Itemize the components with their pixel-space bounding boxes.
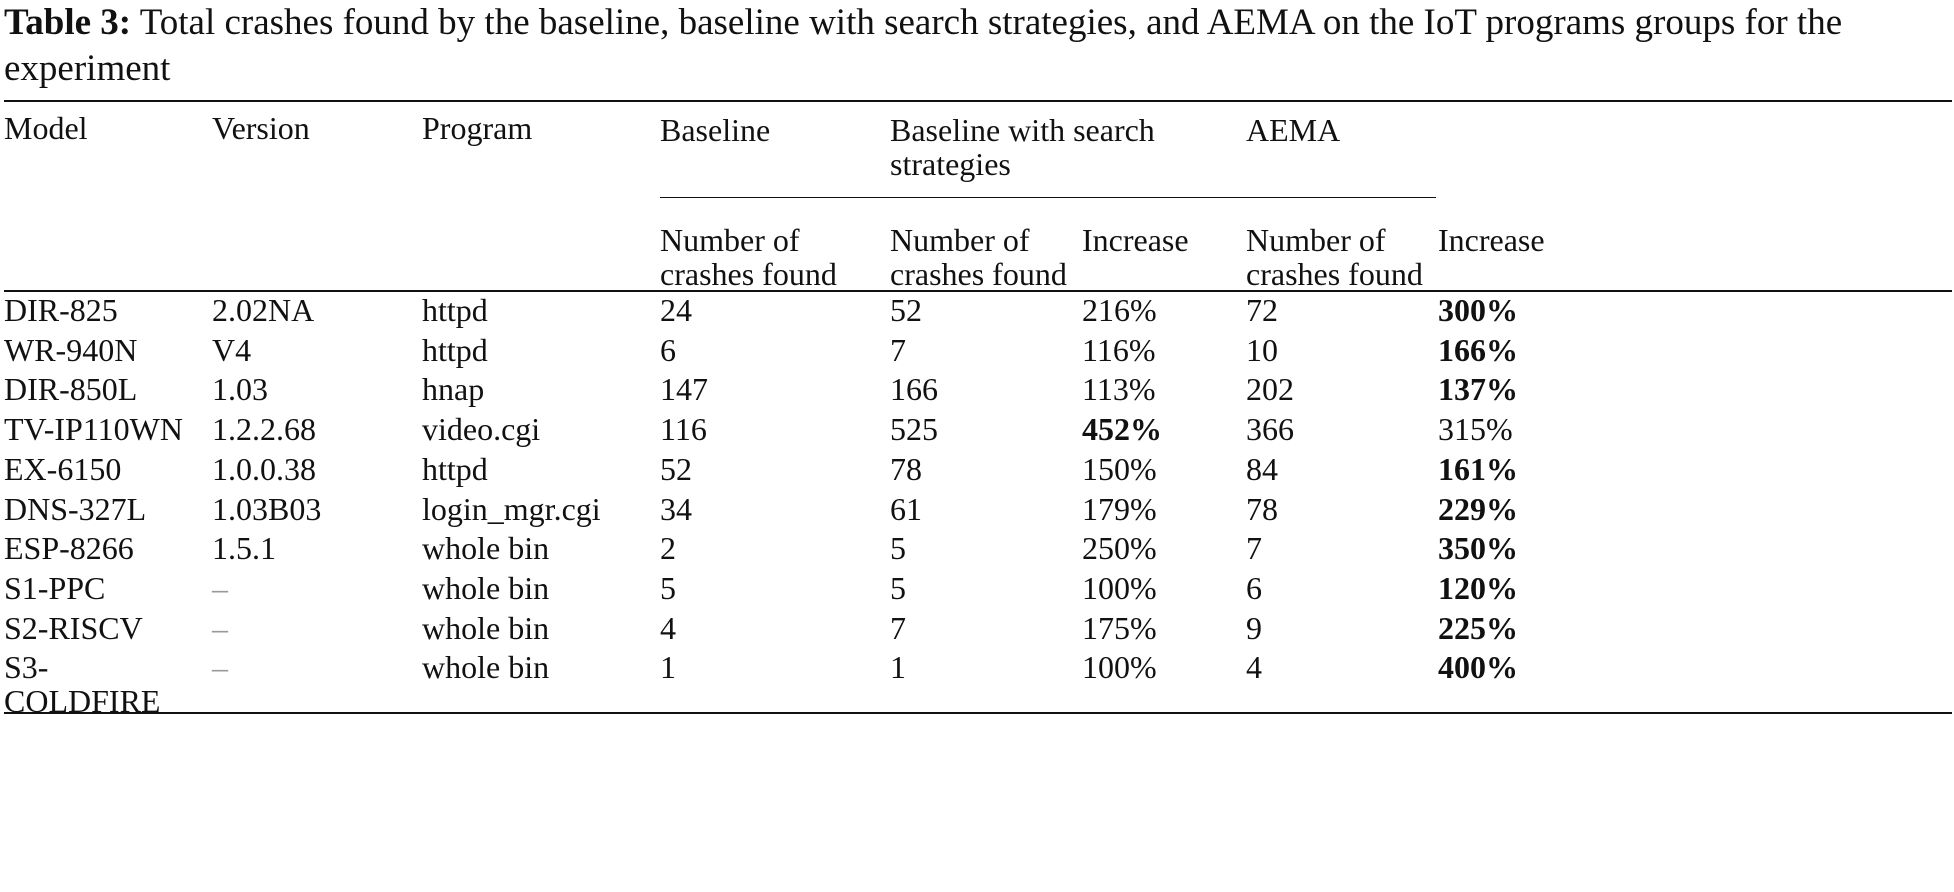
cell-program: whole bin [422, 570, 550, 606]
cell-aema-increase: 161% [1438, 451, 1518, 487]
header-version: Version [212, 110, 310, 146]
subheader-aema-increase: Increase [1438, 222, 1545, 258]
cell-bs-crashes: 5 [890, 530, 906, 566]
cell-aema-crashes: 7 [1246, 530, 1262, 566]
cell-baseline-crashes: 24 [660, 292, 692, 328]
cell-version: – [212, 570, 228, 606]
cell-model: DIR-850L [4, 371, 138, 407]
caption-label: Table 3: [4, 2, 132, 43]
cell-aema-crashes: 6 [1246, 570, 1262, 606]
cell-bs-crashes: 1 [890, 649, 906, 685]
cell-bs-increase: 100% [1082, 649, 1157, 685]
cell-bs-crashes: 7 [890, 332, 906, 368]
cell-bs-crashes: 5 [890, 570, 906, 606]
subheader-baseline-crashes-line1: Number of [660, 222, 800, 258]
cell-aema-increase: 300% [1438, 292, 1518, 328]
top-rule [4, 100, 1952, 102]
header-baseline-search-line2: strategies [890, 146, 1011, 182]
cell-aema-crashes: 78 [1246, 491, 1278, 527]
cell-baseline-crashes: 34 [660, 491, 692, 527]
cell-version: 1.0.0.38 [212, 451, 316, 487]
subheader-bs-crashes-line1: Number of [890, 222, 1030, 258]
cell-program: httpd [422, 292, 488, 328]
cell-aema-increase: 166% [1438, 332, 1518, 368]
cell-version: – [212, 610, 228, 646]
header-baseline-search-line1: Baseline with search [890, 112, 1155, 148]
cell-model: S2-RISCV [4, 610, 143, 646]
cell-model: S1-PPC [4, 570, 106, 606]
cell-aema-crashes: 9 [1246, 610, 1262, 646]
cell-baseline-crashes: 1 [660, 649, 676, 685]
cell-version: 1.2.2.68 [212, 411, 316, 447]
cell-aema-increase: 225% [1438, 610, 1518, 646]
cell-program: login_mgr.cgi [422, 491, 601, 527]
cell-model: DIR-825 [4, 292, 118, 328]
subheader-aema-crashes-line1: Number of [1246, 222, 1386, 258]
cell-bs-increase: 113% [1082, 371, 1156, 407]
cell-program: httpd [422, 332, 488, 368]
cell-aema-crashes: 10 [1246, 332, 1278, 368]
cell-program: video.cgi [422, 411, 541, 447]
cell-version: – [212, 649, 228, 685]
subheader-bs-crashes-line2: crashes found [890, 256, 1067, 292]
group-rule [660, 197, 1436, 198]
cell-bs-crashes: 166 [890, 371, 938, 407]
cell-aema-crashes: 202 [1246, 371, 1294, 407]
cell-program: whole bin [422, 610, 550, 646]
cell-version: 1.03B03 [212, 491, 322, 527]
cell-bs-crashes: 61 [890, 491, 922, 527]
cell-baseline-crashes: 5 [660, 570, 676, 606]
cell-program: httpd [422, 451, 488, 487]
header-aema: AEMA [1246, 112, 1341, 148]
cell-program: whole bin [422, 530, 550, 566]
cell-aema-increase: 120% [1438, 570, 1518, 606]
cell-bs-increase: 216% [1082, 292, 1157, 328]
cell-model: DNS-327L [4, 491, 147, 527]
cell-bs-increase: 452% [1082, 411, 1162, 447]
cell-aema-crashes: 366 [1246, 411, 1294, 447]
cell-model-line2: COLDFIRE [4, 683, 161, 719]
cell-bs-increase: 250% [1082, 530, 1157, 566]
cell-aema-crashes: 72 [1246, 292, 1278, 328]
cell-baseline-crashes: 116 [660, 411, 707, 447]
cell-model: WR-940N [4, 332, 138, 368]
cell-bs-increase: 100% [1082, 570, 1157, 606]
cell-model: EX-6150 [4, 451, 122, 487]
cell-baseline-crashes: 4 [660, 610, 676, 646]
cell-bs-crashes: 52 [890, 292, 922, 328]
header-model: Model [4, 110, 88, 146]
cell-bs-increase: 150% [1082, 451, 1157, 487]
cell-aema-increase: 315% [1438, 411, 1513, 447]
cell-version: 1.03 [212, 371, 268, 407]
header-baseline: Baseline [660, 112, 771, 148]
cell-program: whole bin [422, 649, 550, 685]
header-program: Program [422, 110, 533, 146]
cell-baseline-crashes: 147 [660, 371, 708, 407]
cell-aema-crashes: 84 [1246, 451, 1278, 487]
subheader-aema-crashes-line2: crashes found [1246, 256, 1423, 292]
cell-version: V4 [212, 332, 252, 368]
cell-aema-increase: 350% [1438, 530, 1518, 566]
cell-baseline-crashes: 52 [660, 451, 692, 487]
bottom-rule [4, 712, 1952, 714]
cell-bs-crashes: 525 [890, 411, 938, 447]
cell-model: TV-IP110WN [4, 411, 183, 447]
table-caption [4, 0, 1950, 92]
cell-aema-increase: 400% [1438, 649, 1518, 685]
caption-text: Total crashes found by the baseline, baseline with search strategies, and AEMA on the IoT programs groups for the experiment [4, 2, 1843, 89]
cell-bs-crashes: 78 [890, 451, 922, 487]
cell-baseline-crashes: 2 [660, 530, 676, 566]
cell-version: 1.5.1 [212, 530, 276, 566]
cell-model: ESP-8266 [4, 530, 134, 566]
subheader-baseline-crashes-line2: crashes found [660, 256, 837, 292]
cell-aema-crashes: 4 [1246, 649, 1262, 685]
cell-model: S3- [4, 649, 49, 685]
cell-bs-crashes: 7 [890, 610, 906, 646]
cell-bs-increase: 116% [1082, 332, 1156, 368]
cell-program: hnap [422, 371, 485, 407]
cell-aema-increase: 229% [1438, 491, 1518, 527]
cell-bs-increase: 175% [1082, 610, 1157, 646]
cell-version: 2.02NA [212, 292, 315, 328]
cell-bs-increase: 179% [1082, 491, 1157, 527]
cell-aema-increase: 137% [1438, 371, 1518, 407]
subheader-bs-increase: Increase [1082, 222, 1189, 258]
cell-baseline-crashes: 6 [660, 332, 676, 368]
